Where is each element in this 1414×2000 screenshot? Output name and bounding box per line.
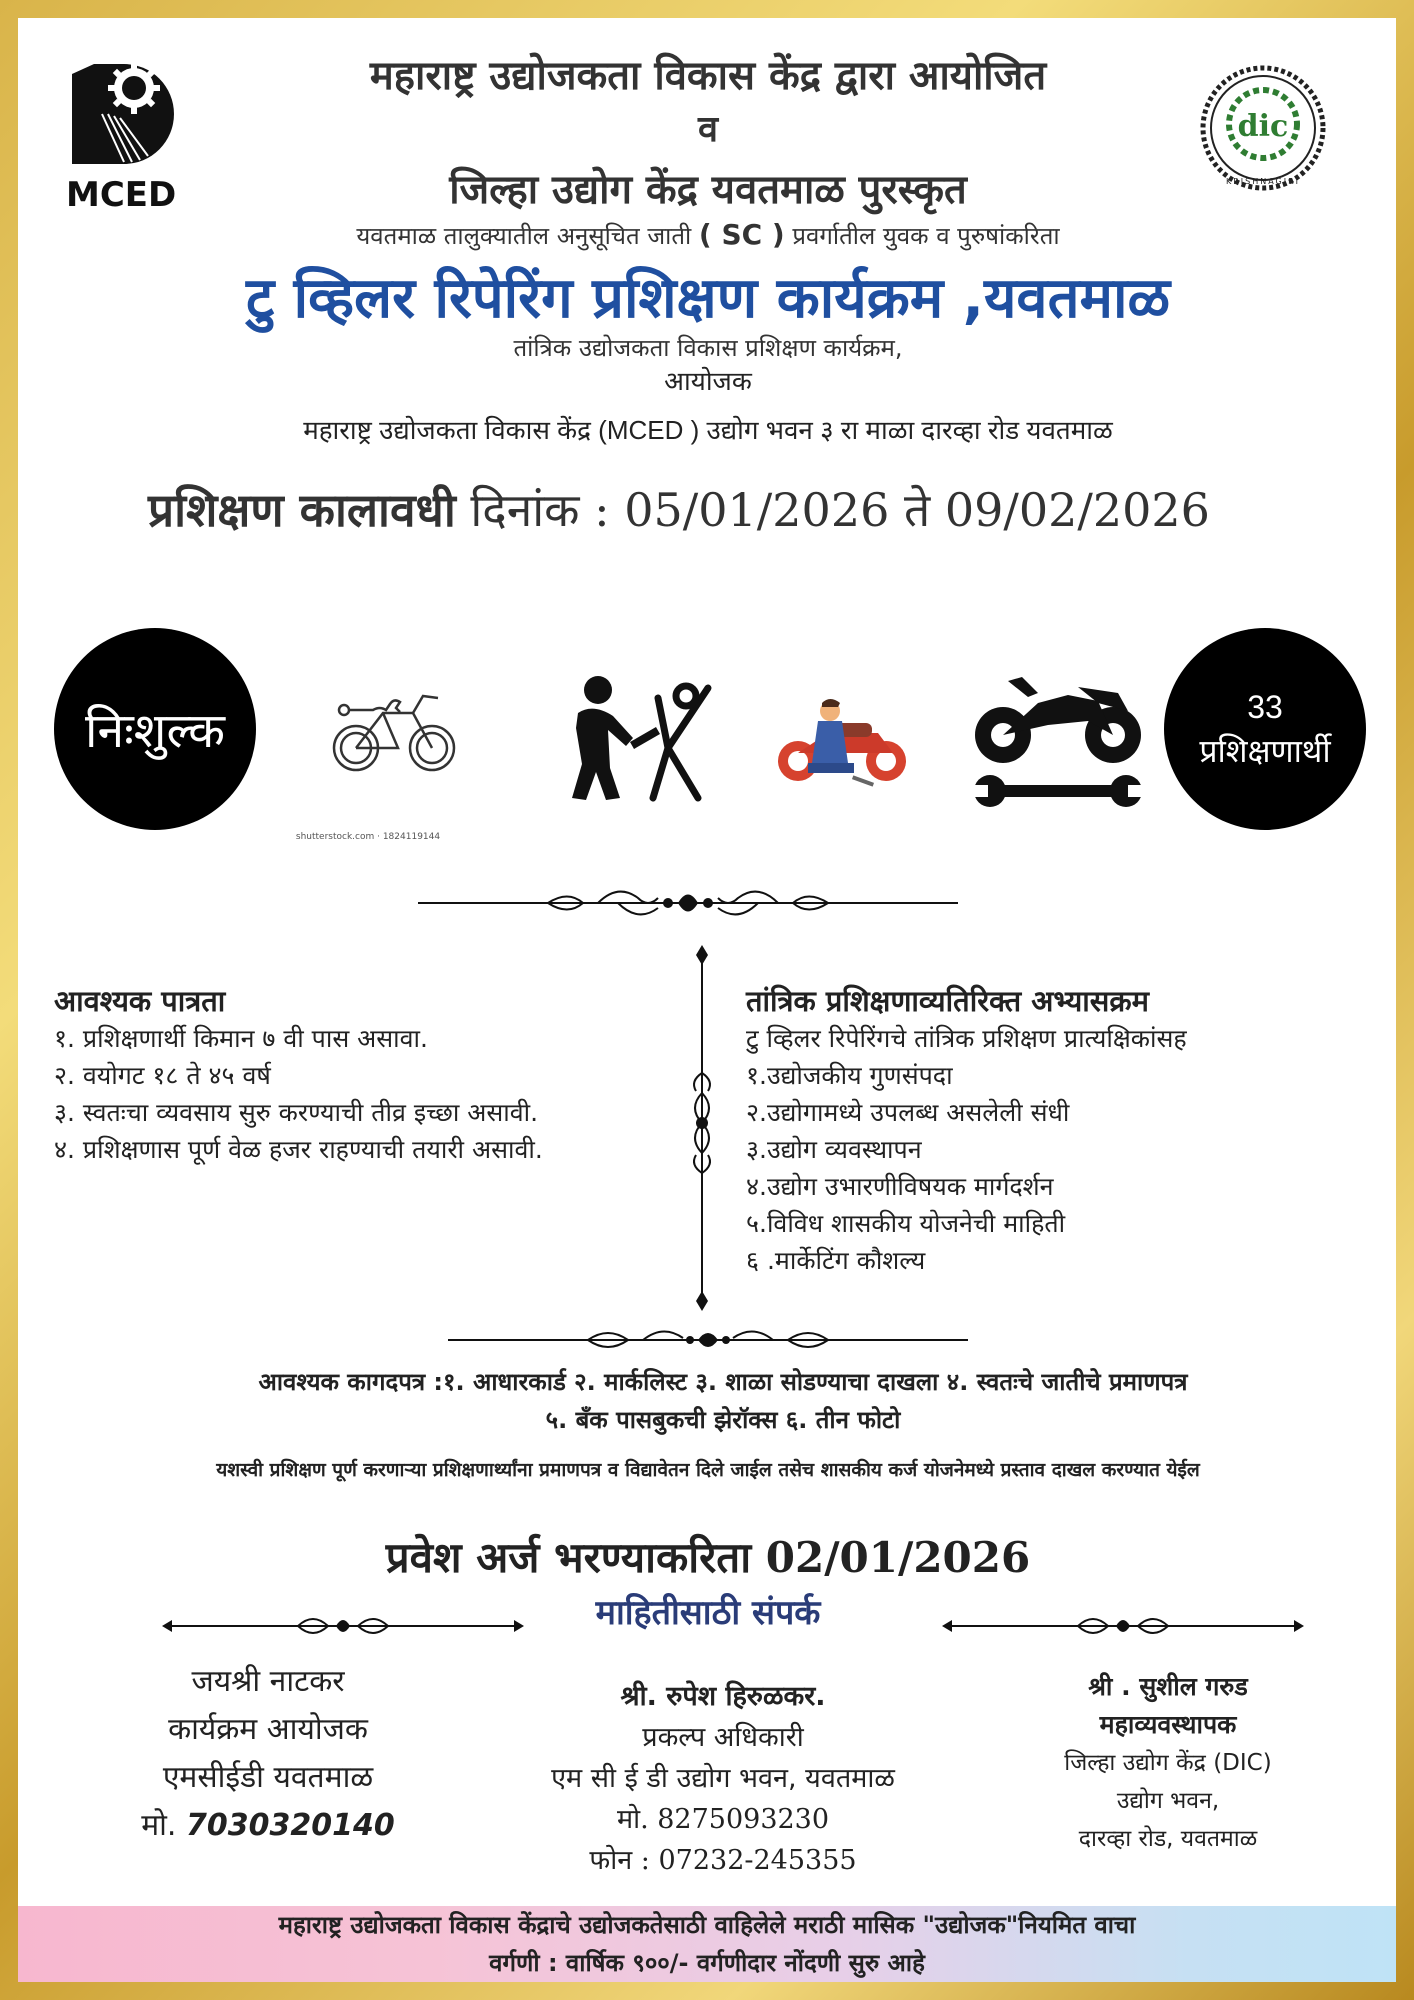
dic-ring-text: KRISHNAGIRI (1225, 177, 1301, 186)
curriculum-item: ३.उद्योग व्यवस्थापन (746, 1135, 922, 1164)
poster (18, 18, 1396, 1982)
person2-mobile[interactable]: मो. 8275093230 (616, 1804, 830, 1835)
mced-logo-text: MCED (66, 175, 177, 214)
training-duration (148, 478, 1378, 540)
curriculum-item: ५.विविध शासकीय योजनेची माहिती (746, 1209, 1066, 1238)
person3-name: श्री . सुशील गरुड (1088, 1672, 1248, 1701)
divider-ornament-vertical (682, 943, 722, 1313)
eligibility-title: आवश्यक पात्रता (54, 984, 226, 1018)
documents-line-1: आवश्यक कागदपत्र :१. आधारकार्ड २. मार्कलिस्ट ३. शाळा सोडण्याचा दाखला ४. स्वतःचे जातीचे प्रमाणपत्र (258, 1368, 1188, 1396)
mced-logo (54, 44, 200, 214)
mechanic-motorbike-icon (768, 693, 918, 793)
contact-person-2 (488, 1676, 958, 1881)
organizer-address: महाराष्ट्र उद्योजकता विकास केंद्र (MCED ) उद्योग भवन ३ रा माळा दारव्हा रोड यवतमाळ (303, 415, 1113, 445)
person3-address: दारव्हा रोड, यवतमाळ (1078, 1826, 1258, 1852)
admission-label: प्रवेश अर्ज भरण्याकरिता (385, 1533, 752, 1582)
program-subtitle: तांत्रिक उद्योजकता विकास प्रशिक्षण कार्यक्रम, (513, 334, 903, 362)
curriculum-item: टु व्हिलर रिपेरिंगचे तांत्रिक प्रशिक्षण प्रात्यक्षिकांसह (746, 1024, 1187, 1053)
curriculum-item: ६ .मार्केटिंग कौशल्य (746, 1246, 926, 1275)
person1-org: एमसीईडी यवतमाळ (162, 1760, 374, 1795)
header-line-3: जिल्हा उद्योग केंद्र यवतमाळ पुरस्कृत (449, 167, 967, 213)
eligibility-subheader (218, 218, 1198, 252)
free-badge (54, 628, 256, 830)
person3-role: महाव्यवस्थापक (1099, 1710, 1237, 1739)
eligibility-item: २. वयोगट १८ ते ४५ वर्ष (54, 1061, 271, 1090)
curriculum-item: १.उद्योजकीय गुणसंपदा (746, 1061, 953, 1090)
curriculum-section (746, 983, 1366, 1279)
curriculum-item: २.उद्योगामध्ये उपलब्ध असलेली संधी (746, 1098, 1070, 1127)
admission-date: 02/01/2026 (765, 1533, 1031, 1582)
motorcycle-wrench-icon (968, 673, 1148, 823)
person1-name: जयश्री नाटकर (191, 1664, 345, 1699)
person3-org: जिल्हा उद्योग केंद्र (DIC) (1064, 1750, 1272, 1776)
documents-line-2: ५. बँक पासबुकची झेरॉक्स ६. तीन फोटो (545, 1406, 901, 1434)
program-title: टु व्हिलर रिपेरिंग प्रशिक्षण कार्यक्रम ,यवतमाळ (245, 266, 1171, 331)
person1-role: कार्यक्रम आयोजक (168, 1712, 368, 1747)
trainee-count-badge (1164, 628, 1366, 830)
footer-magazine-note: महाराष्ट्र उद्योजकता विकास केंद्राचे उद्योजकतेसाठी वाहिलेले मराठी मासिक "उद्योजक"नियमित वाचा (278, 1911, 1136, 1939)
duration-dates: दिनांक : 05/01/2026 ते 09/02/2026 (470, 483, 1210, 537)
required-documents (78, 1363, 1368, 1439)
person2-org: एम सी ई डी उद्योग भवन, यवतमाळ (551, 1763, 895, 1794)
divider-ornament-top (398, 878, 978, 928)
admission-deadline (218, 1528, 1198, 1585)
eligibility-item: १. प्रशिक्षणार्थी किमान ७ वी पास असावा. (54, 1024, 428, 1053)
header-line-1: महाराष्ट्र उद्योजकता विकास केंद्र द्वारा आयोजित (369, 53, 1047, 99)
footer-subscription: वर्गणी : वार्षिक ९००/- वर्गणीदार नोंदणी सुरु आहे (489, 1949, 925, 1977)
subheader-sc: ( SC ) (698, 218, 785, 251)
image-credit: shutterstock.com · 1824119144 (295, 832, 441, 842)
person2-role: प्रकल्प अधिकारी (642, 1722, 804, 1753)
mechanic-icon (558, 668, 723, 808)
contact-person-1 (78, 1658, 458, 1850)
contact-person-3 (998, 1668, 1338, 1858)
certificate-note: यशस्वी प्रशिक्षण पूर्ण करणाऱ्या प्रशिक्षणार्थ्यांना प्रमाणपत्र व विद्यावेतन दिले जाईल तसेच शासकीय कर्ज योजनेमध्ये प्रस्ताव दाखल करण्यात येईल (216, 1459, 1200, 1481)
eligibility-item: ४. प्रशिक्षणास पूर्ण वेळ हजर राहण्याची तयारी असावी. (54, 1135, 543, 1164)
trainee-label: प्रशिक्षणार्थी (1199, 733, 1331, 769)
eligibility-section (54, 983, 674, 1168)
bike-wrench-icon (328, 668, 463, 778)
person1-phone (78, 1802, 458, 1850)
person1-phone-number[interactable]: 7030320140 (186, 1808, 395, 1843)
organizer-label: आयोजक (664, 366, 752, 396)
subheader-post: प्रवर्गातील युवक व पुरुषांकरिता (792, 222, 1060, 250)
dic-logo-text: dic (1237, 109, 1289, 144)
contact-ornament-right (938, 1606, 1308, 1646)
contact-title: माहितीसाठी संपर्क (595, 1593, 821, 1633)
person2-name: श्री. रुपेश हिरुळकर. (620, 1681, 826, 1712)
eligibility-item: ३. स्वतःचा व्यवसाय सुरु करण्याची तीव्र इच्छा असावी. (54, 1098, 539, 1127)
subheader-pre: यवतमाळ तालुक्यातील अनुसूचित जाती (356, 222, 692, 250)
divider-ornament-middle (428, 1320, 988, 1360)
free-badge-label: निःशुल्क (85, 702, 225, 759)
trainee-count: 33 (1247, 689, 1283, 725)
header-line-2: व (697, 109, 719, 150)
person3-building: उद्योग भवन, (1116, 1788, 1220, 1814)
curriculum-title: तांत्रिक प्रशिक्षणाव्यतिरिक्त अभ्यासक्रम (746, 984, 1150, 1018)
person1-phone-prefix: मो. (141, 1808, 177, 1843)
duration-label: प्रशिक्षण कालावधी (148, 483, 456, 537)
dic-logo (1193, 58, 1333, 198)
curriculum-item: ४.उद्योग उभारणीविषयक मार्गदर्शन (746, 1172, 1054, 1201)
person2-landline[interactable]: फोन : 07232-245355 (589, 1845, 857, 1876)
